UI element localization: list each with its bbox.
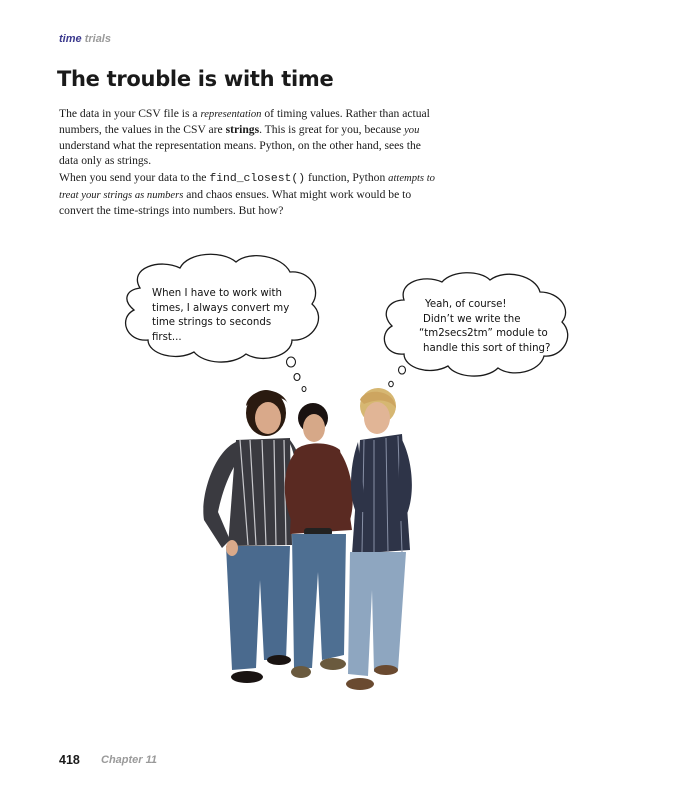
running-head-label: time — [59, 33, 82, 45]
function-name-code: find_closest() — [209, 173, 306, 185]
thought-line: Yeah, of course! — [425, 299, 507, 310]
thought-bubble-dot — [302, 387, 306, 392]
person-middle — [285, 403, 353, 678]
person-left — [203, 390, 305, 683]
thought-bubble-dot — [287, 357, 296, 367]
page-title: The trouble is with time — [57, 67, 334, 91]
thought-line: “tm2secs2tm” module to — [419, 328, 548, 339]
thought-text-left: When I have to work with times, I always convert my time strings to seconds first... — [152, 288, 290, 343]
paragraph-1: The data in your CSV file is a representation of timing values. Rather than actual numbers, the values in the CSV are strings. This is great for you, because you understand what the representation means. Python, on the other hand, sees the data only as strings. — [59, 107, 430, 167]
chapter-label: Chapter 11 — [101, 754, 158, 766]
thought-text-right — [419, 298, 569, 356]
thought-bubble-dot — [389, 381, 394, 387]
running-head-section: trials — [84, 33, 111, 45]
thought-line: Didn’t we write the — [423, 313, 521, 325]
person-right — [346, 388, 412, 690]
paragraph-2: When you send your data to the find_closest() function, Python attempts to treat your strings as numbers and chaos ensues. What might work would be to convert the time-strings into numbers. But how? — [59, 171, 435, 217]
thought-bubble-dot — [399, 366, 406, 374]
thought-line: handle this sort of thing? — [423, 342, 551, 354]
thought-bubble-dot — [294, 374, 300, 381]
page-number: 418 — [59, 753, 80, 767]
